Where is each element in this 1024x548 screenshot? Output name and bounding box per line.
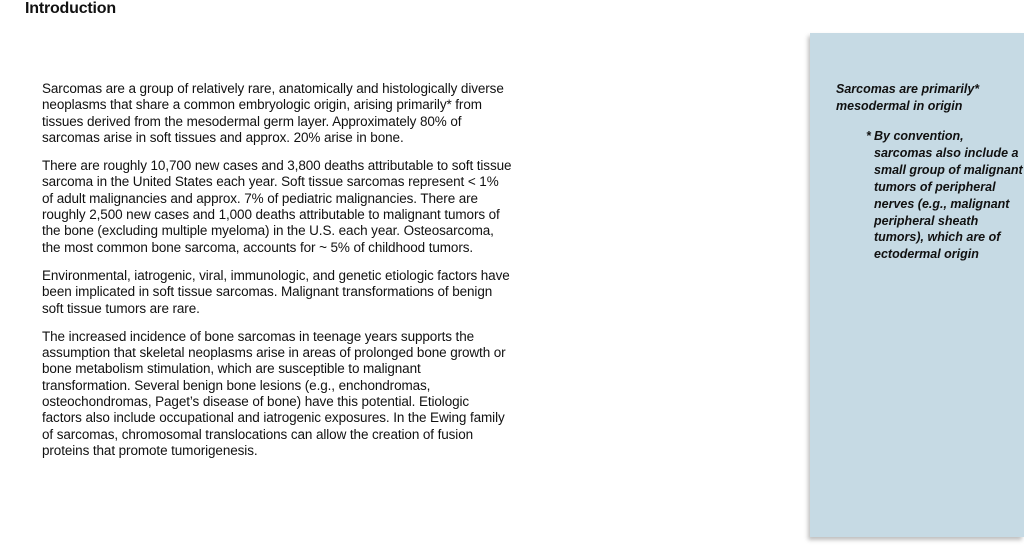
callout-footnote [866,128,1024,263]
paragraph-incidence: There are roughly 10,700 new cases and 3,800 deaths attributable to soft tissue sarcoma in the United States each year. Soft tissue sarcomas represent < 1% of adult malignancies and approx. 7% of pediatric malignancies. There are roughly 2,500 new cases and 1,000 deaths attributable to malignant tumors of the bone (excluding multiple myeloma) in the U.S. each year. Osteosarcoma, the most common bone sarcoma, accounts for ~ 5% of childhood tumors. [42,158,512,255]
callout-title: Sarcomas are primarily* mesodermal in origin [836,82,980,113]
paragraph-overview: Sarcomas are a group of relatively rare, anatomically and histologically diverse neoplasms that share a common embryologic origin, arising primarily* from tissues derived from the mesodermal germ layer. Approximately 80% of sarcomas arise in soft tissues and approx. 20% arise in bone. [42,81,504,145]
footnote-text: By convention, sarcomas also include a small group of malignant tumors of peripheral nerves (e.g., malignant peripheral sheath tumors), which are of ectodermal origin [874,129,1023,262]
callout-box [810,33,1024,537]
paragraph-etiology-bone: The increased incidence of bone sarcomas in teenage years supports the assumption that skeletal neoplasms arise in areas of prolonged bone growth or bone metabolism stimulation, which are susceptible to malignant transformation. Several benign bone lesions (e.g., enchondromas, osteochondromas, Paget’s disease of bone) have this potential. Etiologic factors also include occupational and iatrogenic exposures. In the Ewing family of sarcomas, chromosomal translocations can allow the creation of fusion proteins that promote tumorigenesis. [42,328,506,458]
footnote-asterisk: * [866,129,871,143]
main-text-body [42,81,512,471]
paragraph-etiology-soft-tissue: Environmental, iatrogenic, viral, immunologic, and genetic etiologic factors have been implicated in soft tissue sarcomas. Malignant transformations of benign soft tissue tumors are rare. [42,267,510,316]
page-title: Introduction [25,0,116,17]
